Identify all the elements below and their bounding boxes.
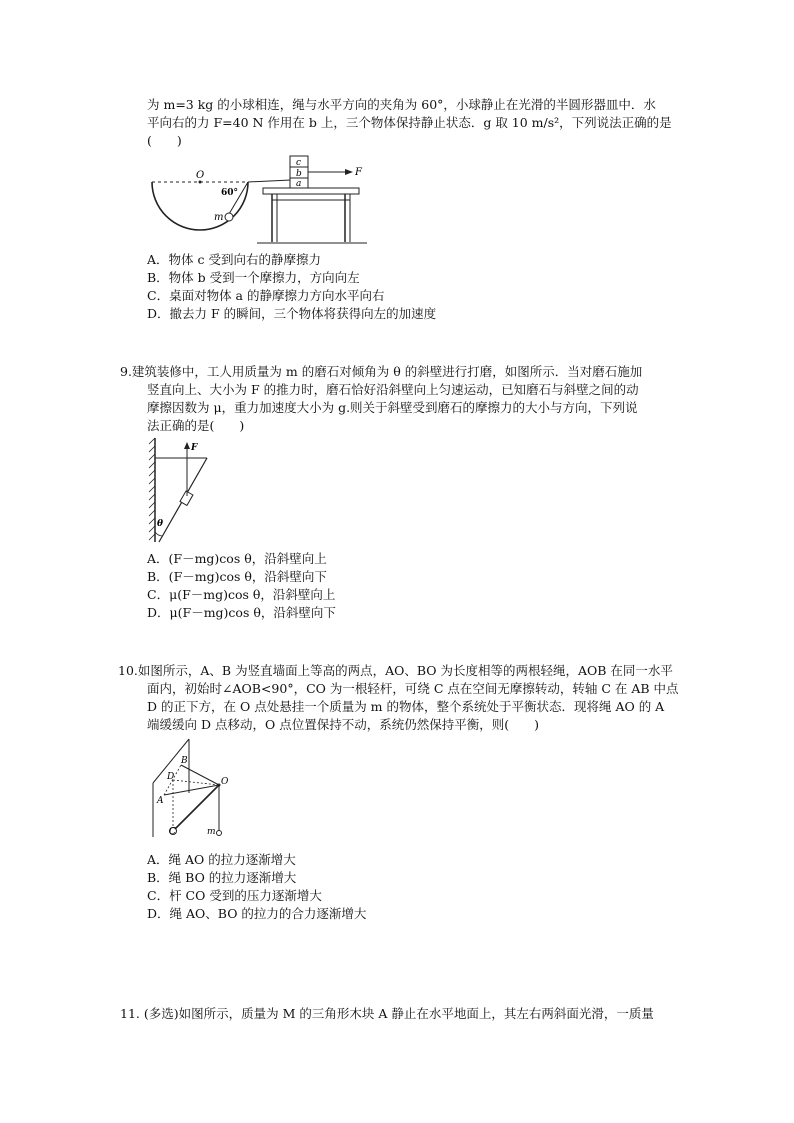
q10-option-d[interactable]: D．绳 AO、BO 的拉力的合力逐渐增大 [147,906,367,921]
q8-option-c[interactable]: C．桌面对物体 a 的静摩擦力方向水平向右 [147,288,385,303]
rope-bo [181,765,219,785]
label-f: F [191,443,198,453]
q8-option-a[interactable]: A．物体 c 受到向右的静摩擦力 [147,252,321,267]
q9-line-4: 法正确的是( ) [147,418,245,433]
q9-line-3: 摩擦因数为 μ，重力加速度大小为 g.则关于斜壁受到磨石的摩擦力的大小与方向，下列说 [147,400,638,415]
theta-arc [155,532,163,536]
label-a: A [157,796,164,806]
q8-option-b[interactable]: B．物体 b 受到一个摩擦力，方向向左 [147,270,360,285]
table-top [263,188,359,194]
label-c: c [296,158,302,168]
label-o: O [221,777,229,787]
hanging-mass [217,831,222,836]
label-a: a [296,179,302,189]
label-f: F [355,167,362,178]
q10-line-4: 端缓缓向 D 点移动，O 点位置保持不动，系统仍然保持平衡，则( ) [147,717,539,732]
q10-line-3: D 的正下方，在 O 点处悬挂一个质量为 m 的物体，整个系统处于平衡状态．现将绳 AO 的 A [147,699,665,714]
label-angle: 60° [221,188,239,198]
label-theta: θ [157,519,164,529]
label-c: C [169,827,176,837]
q9-option-d[interactable]: D．μ(F－mg)cos θ，沿斜壁向下 [147,605,336,620]
label-d: D [167,772,175,782]
ball-m [225,213,233,221]
grinding-stone [180,491,193,505]
force-f-arrowhead [184,442,190,449]
label-m: m [214,212,224,223]
q9-option-b[interactable]: B．(F－mg)cos θ，沿斜壁向下 [147,569,327,584]
label-o: O [196,170,205,181]
q9-figure [145,436,215,548]
q9-option-a[interactable]: A．(F－mg)cos θ，沿斜壁向上 [147,551,327,566]
force-f-arrowhead [345,169,353,175]
q8-figure [147,150,372,248]
q10-figure [145,735,235,847]
label-b: B [181,756,188,766]
label-b: b [296,169,302,179]
string-to-block [248,180,291,182]
q10-option-b[interactable]: B．绳 BO 的拉力逐渐增大 [147,870,297,885]
q9-line-1: 9.建筑装修中，工人用质量为 m 的磨石对倾角为 θ 的斜壁进行打磨，如图所示．当对磨石施加 [120,364,643,379]
wall-hatching [149,438,155,540]
q10-line-1: 10.如图所示，A、B 为竖直墙面上等高的两点，AO、BO 为长度相等的两根轻绳，AOB 在同一水平 [118,663,673,678]
q10-option-a[interactable]: A．绳 AO 的拉力逐渐增大 [147,852,296,867]
line-do-dashed [173,780,219,785]
q8-line-3: ( ) [147,133,182,148]
q8-option-d[interactable]: D．撤去力 F 的瞬间，三个物体将获得向左的加速度 [147,306,437,321]
q8-line-1: 为 m=3 kg 的小球相连，绳与水平方向的夹角为 60°，小球静止在光滑的半圆形器皿中．水 [147,97,656,112]
q10-option-c[interactable]: C．杆 CO 受到的压力逐渐增大 [147,888,322,903]
q9-line-2: 竖直向上、大小为 F 的推力时，磨石恰好沿斜壁向上匀速运动，已知磨石与斜壁之间的动 [147,382,639,397]
q10-line-2: 面内，初始时∠AOB<90°，CO 为一根轻杆，可绕 C 点在空间无摩擦转动，转轴 C 在 AB 中点 [147,681,679,696]
label-m: m [207,827,216,837]
q8-line-2: 平向右的力 F=40 N 作用在 b 上，三个物体保持静止状态．g 取 10 m/s²，下列说法正确的是 [147,115,672,130]
q9-option-c[interactable]: C．μ(F－mg)cos θ，沿斜壁向上 [147,587,336,602]
q11-line-1: 11. (多选)如图所示，质量为 M 的三角形木块 A 静止在水平地面上，其左右两斜面光滑，一质量 [120,1006,654,1021]
